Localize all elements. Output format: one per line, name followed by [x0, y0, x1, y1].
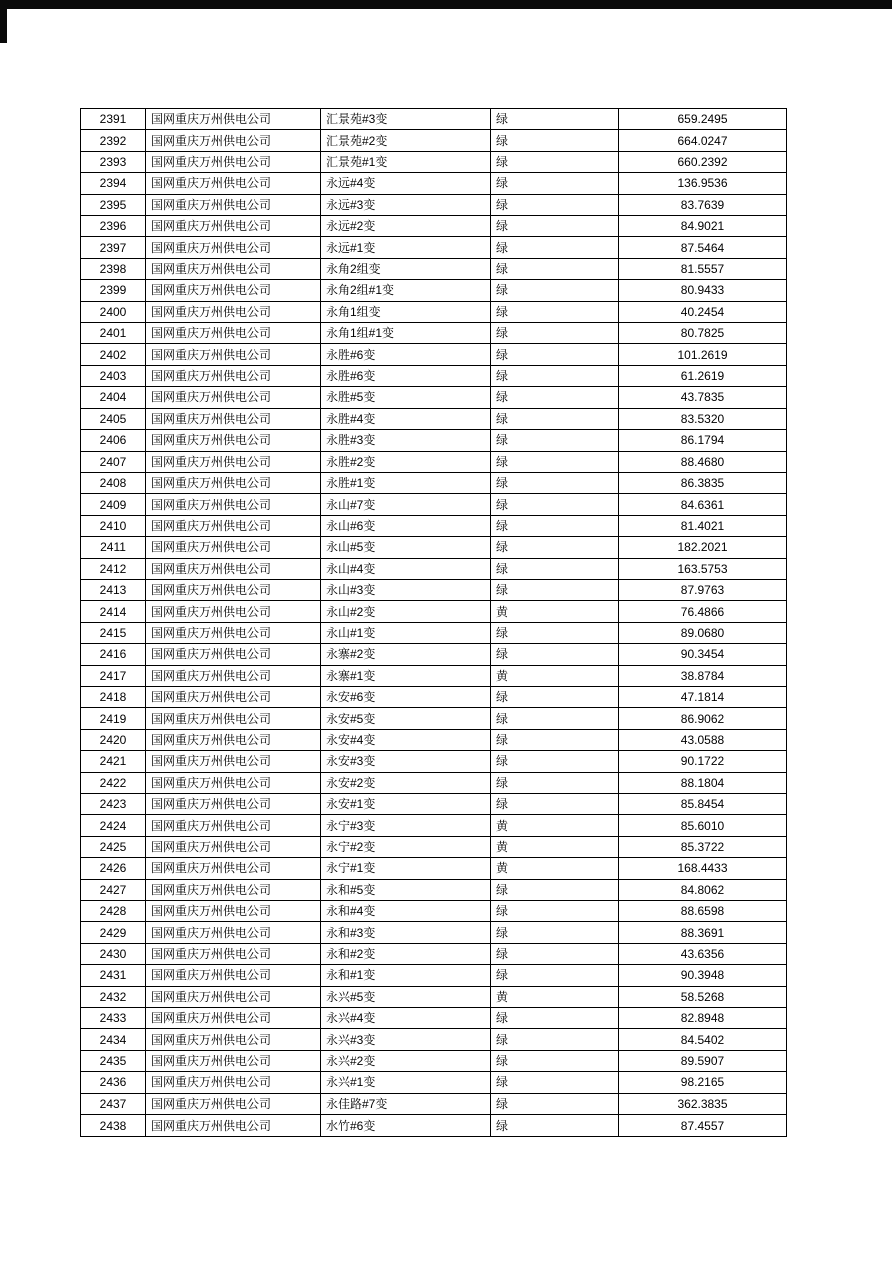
cell-station-name: 永远#4变 — [321, 173, 491, 194]
table-row — [81, 109, 787, 130]
cell-metric-value: 87.5464 — [619, 237, 787, 258]
cell-status-color: 绿 — [491, 173, 619, 194]
cell-row-id: 2391 — [81, 109, 146, 130]
cell-station-name: 永胜#6变 — [321, 344, 491, 365]
cell-station-name: 永山#2变 — [321, 601, 491, 622]
cell-status-color: 绿 — [491, 579, 619, 600]
cell-row-id: 2435 — [81, 1050, 146, 1071]
cell-station-name: 永佳路#7变 — [321, 1093, 491, 1114]
cell-row-id: 2410 — [81, 515, 146, 536]
table-row — [81, 1072, 787, 1093]
cell-metric-value: 43.6356 — [619, 943, 787, 964]
cell-metric-value: 163.5753 — [619, 558, 787, 579]
cell-metric-value: 88.1804 — [619, 772, 787, 793]
cell-metric-value: 90.3454 — [619, 644, 787, 665]
cell-company-name: 国网重庆万州供电公司 — [146, 430, 321, 451]
cell-station-name: 永胜#4变 — [321, 408, 491, 429]
cell-metric-value: 87.9763 — [619, 579, 787, 600]
cell-station-name: 永兴#5变 — [321, 986, 491, 1007]
cell-company-name: 国网重庆万州供电公司 — [146, 1008, 321, 1029]
cell-station-name: 永安#4变 — [321, 729, 491, 750]
table-row — [81, 237, 787, 258]
cell-status-color: 黄 — [491, 665, 619, 686]
cell-row-id: 2416 — [81, 644, 146, 665]
cell-row-id: 2430 — [81, 943, 146, 964]
table-row — [81, 365, 787, 386]
cell-station-name: 汇景苑#1变 — [321, 151, 491, 172]
cell-metric-value: 182.2021 — [619, 537, 787, 558]
cell-metric-value: 90.3948 — [619, 965, 787, 986]
cell-company-name: 国网重庆万州供电公司 — [146, 815, 321, 836]
cell-metric-value: 136.9536 — [619, 173, 787, 194]
cell-metric-value: 85.6010 — [619, 815, 787, 836]
cell-company-name: 国网重庆万州供电公司 — [146, 173, 321, 194]
cell-company-name: 国网重庆万州供电公司 — [146, 344, 321, 365]
cell-station-name: 永角1组变 — [321, 301, 491, 322]
table-row — [81, 173, 787, 194]
cell-company-name: 国网重庆万州供电公司 — [146, 965, 321, 986]
table-row — [81, 472, 787, 493]
cell-station-name: 永宁#1变 — [321, 858, 491, 879]
table-row — [81, 558, 787, 579]
table-row — [81, 943, 787, 964]
cell-status-color: 绿 — [491, 1115, 619, 1137]
cell-status-color: 绿 — [491, 879, 619, 900]
cell-row-id: 2415 — [81, 622, 146, 643]
table-row — [81, 922, 787, 943]
table-row — [81, 879, 787, 900]
table-row — [81, 1008, 787, 1029]
cell-metric-value: 80.7825 — [619, 323, 787, 344]
cell-metric-value: 82.8948 — [619, 1008, 787, 1029]
cell-metric-value: 83.7639 — [619, 194, 787, 215]
cell-metric-value: 88.3691 — [619, 922, 787, 943]
cell-status-color: 绿 — [491, 751, 619, 772]
cell-company-name: 国网重庆万州供电公司 — [146, 879, 321, 900]
cell-row-id: 2426 — [81, 858, 146, 879]
cell-metric-value: 86.3835 — [619, 472, 787, 493]
cell-row-id: 2392 — [81, 130, 146, 151]
cell-row-id: 2408 — [81, 472, 146, 493]
table-row — [81, 280, 787, 301]
cell-row-id: 2395 — [81, 194, 146, 215]
cell-company-name: 国网重庆万州供电公司 — [146, 1115, 321, 1137]
cell-status-color: 绿 — [491, 109, 619, 130]
cell-station-name: 永安#6变 — [321, 686, 491, 707]
table-row — [81, 1115, 787, 1137]
cell-metric-value: 168.4433 — [619, 858, 787, 879]
cell-metric-value: 61.2619 — [619, 365, 787, 386]
cell-station-name: 永和#4变 — [321, 901, 491, 922]
cell-status-color: 绿 — [491, 301, 619, 322]
cell-company-name: 国网重庆万州供电公司 — [146, 686, 321, 707]
cell-metric-value: 84.8062 — [619, 879, 787, 900]
cell-company-name: 国网重庆万州供电公司 — [146, 558, 321, 579]
cell-station-name: 汇景苑#3变 — [321, 109, 491, 130]
table-row — [81, 1093, 787, 1114]
table-row — [81, 708, 787, 729]
cell-station-name: 永远#1变 — [321, 237, 491, 258]
table-row — [81, 686, 787, 707]
table-row — [81, 751, 787, 772]
cell-metric-value: 84.9021 — [619, 216, 787, 237]
cell-metric-value: 660.2392 — [619, 151, 787, 172]
cell-status-color: 绿 — [491, 943, 619, 964]
scan-artifact-left-mark — [0, 0, 7, 43]
cell-company-name: 国网重庆万州供电公司 — [146, 408, 321, 429]
data-table — [80, 108, 787, 1137]
cell-company-name: 国网重庆万州供电公司 — [146, 922, 321, 943]
cell-row-id: 2402 — [81, 344, 146, 365]
cell-metric-value: 90.1722 — [619, 751, 787, 772]
table-row — [81, 344, 787, 365]
cell-company-name: 国网重庆万州供电公司 — [146, 1029, 321, 1050]
cell-status-color: 黄 — [491, 986, 619, 1007]
cell-station-name: 永安#2变 — [321, 772, 491, 793]
cell-metric-value: 664.0247 — [619, 130, 787, 151]
table-row — [81, 494, 787, 515]
cell-status-color: 绿 — [491, 622, 619, 643]
table-row — [81, 387, 787, 408]
cell-station-name: 永和#5变 — [321, 879, 491, 900]
cell-row-id: 2436 — [81, 1072, 146, 1093]
cell-company-name: 国网重庆万州供电公司 — [146, 622, 321, 643]
cell-row-id: 2401 — [81, 323, 146, 344]
cell-company-name: 国网重庆万州供电公司 — [146, 579, 321, 600]
cell-status-color: 绿 — [491, 1008, 619, 1029]
cell-company-name: 国网重庆万州供电公司 — [146, 151, 321, 172]
cell-row-id: 2424 — [81, 815, 146, 836]
cell-company-name: 国网重庆万州供电公司 — [146, 258, 321, 279]
table-row — [81, 216, 787, 237]
cell-station-name: 永远#2变 — [321, 216, 491, 237]
cell-status-color: 绿 — [491, 151, 619, 172]
cell-station-name: 汇景苑#2变 — [321, 130, 491, 151]
table-row — [81, 601, 787, 622]
cell-row-id: 2396 — [81, 216, 146, 237]
cell-station-name: 永山#5变 — [321, 537, 491, 558]
cell-row-id: 2428 — [81, 901, 146, 922]
cell-status-color: 黄 — [491, 858, 619, 879]
cell-metric-value: 98.2165 — [619, 1072, 787, 1093]
cell-status-color: 绿 — [491, 1050, 619, 1071]
cell-company-name: 国网重庆万州供电公司 — [146, 515, 321, 536]
cell-station-name: 永寨#2变 — [321, 644, 491, 665]
cell-status-color: 绿 — [491, 901, 619, 922]
cell-row-id: 2432 — [81, 986, 146, 1007]
cell-company-name: 国网重庆万州供电公司 — [146, 708, 321, 729]
cell-metric-value: 81.5557 — [619, 258, 787, 279]
cell-status-color: 绿 — [491, 1029, 619, 1050]
cell-row-id: 2412 — [81, 558, 146, 579]
cell-row-id: 2425 — [81, 836, 146, 857]
table-row — [81, 858, 787, 879]
cell-row-id: 2407 — [81, 451, 146, 472]
table-row — [81, 836, 787, 857]
cell-status-color: 绿 — [491, 258, 619, 279]
cell-station-name: 永胜#5变 — [321, 387, 491, 408]
cell-status-color: 绿 — [491, 965, 619, 986]
cell-row-id: 2397 — [81, 237, 146, 258]
cell-row-id: 2433 — [81, 1008, 146, 1029]
cell-station-name: 永山#4变 — [321, 558, 491, 579]
cell-row-id: 2427 — [81, 879, 146, 900]
cell-row-id: 2438 — [81, 1115, 146, 1137]
cell-station-name: 永安#1变 — [321, 794, 491, 815]
cell-company-name: 国网重庆万州供电公司 — [146, 301, 321, 322]
cell-station-name: 永山#1变 — [321, 622, 491, 643]
table-row — [81, 579, 787, 600]
cell-station-name: 永山#7变 — [321, 494, 491, 515]
cell-company-name: 国网重庆万州供电公司 — [146, 601, 321, 622]
table-row — [81, 451, 787, 472]
table-row — [81, 301, 787, 322]
cell-status-color: 绿 — [491, 1093, 619, 1114]
cell-metric-value: 86.9062 — [619, 708, 787, 729]
cell-metric-value: 40.2454 — [619, 301, 787, 322]
cell-company-name: 国网重庆万州供电公司 — [146, 1072, 321, 1093]
cell-company-name: 国网重庆万州供电公司 — [146, 323, 321, 344]
cell-row-id: 2413 — [81, 579, 146, 600]
cell-company-name: 国网重庆万州供电公司 — [146, 130, 321, 151]
cell-status-color: 绿 — [491, 922, 619, 943]
cell-company-name: 国网重庆万州供电公司 — [146, 644, 321, 665]
cell-station-name: 永远#3变 — [321, 194, 491, 215]
cell-station-name: 永宁#3变 — [321, 815, 491, 836]
table-row — [81, 644, 787, 665]
cell-row-id: 2406 — [81, 430, 146, 451]
cell-status-color: 黄 — [491, 836, 619, 857]
table-row — [81, 151, 787, 172]
cell-row-id: 2409 — [81, 494, 146, 515]
cell-station-name: 永角2组变 — [321, 258, 491, 279]
scan-artifact-top-bar — [0, 0, 892, 9]
cell-status-color: 绿 — [491, 494, 619, 515]
cell-status-color: 绿 — [491, 1072, 619, 1093]
cell-company-name: 国网重庆万州供电公司 — [146, 751, 321, 772]
cell-metric-value: 47.1814 — [619, 686, 787, 707]
cell-company-name: 国网重庆万州供电公司 — [146, 237, 321, 258]
cell-status-color: 绿 — [491, 280, 619, 301]
table-row — [81, 258, 787, 279]
cell-status-color: 绿 — [491, 708, 619, 729]
cell-status-color: 绿 — [491, 772, 619, 793]
cell-status-color: 黄 — [491, 601, 619, 622]
cell-station-name: 永角1组#1变 — [321, 323, 491, 344]
cell-company-name: 国网重庆万州供电公司 — [146, 365, 321, 386]
cell-row-id: 2437 — [81, 1093, 146, 1114]
cell-metric-value: 81.4021 — [619, 515, 787, 536]
cell-row-id: 2399 — [81, 280, 146, 301]
table-row — [81, 815, 787, 836]
cell-status-color: 绿 — [491, 323, 619, 344]
cell-status-color: 绿 — [491, 729, 619, 750]
cell-status-color: 黄 — [491, 815, 619, 836]
cell-metric-value: 89.0680 — [619, 622, 787, 643]
cell-row-id: 2411 — [81, 537, 146, 558]
cell-status-color: 绿 — [491, 537, 619, 558]
cell-company-name: 国网重庆万州供电公司 — [146, 280, 321, 301]
cell-status-color: 绿 — [491, 430, 619, 451]
table-row — [81, 986, 787, 1007]
table-row — [81, 965, 787, 986]
cell-metric-value: 38.8784 — [619, 665, 787, 686]
cell-row-id: 2419 — [81, 708, 146, 729]
table-row — [81, 665, 787, 686]
cell-row-id: 2394 — [81, 173, 146, 194]
cell-station-name: 永和#2变 — [321, 943, 491, 964]
cell-row-id: 2429 — [81, 922, 146, 943]
cell-company-name: 国网重庆万州供电公司 — [146, 836, 321, 857]
cell-status-color: 绿 — [491, 558, 619, 579]
cell-company-name: 国网重庆万州供电公司 — [146, 943, 321, 964]
cell-metric-value: 43.0588 — [619, 729, 787, 750]
cell-station-name: 永兴#3变 — [321, 1029, 491, 1050]
cell-row-id: 2422 — [81, 772, 146, 793]
cell-station-name: 永兴#1变 — [321, 1072, 491, 1093]
cell-metric-value: 84.6361 — [619, 494, 787, 515]
cell-station-name: 永胜#2变 — [321, 451, 491, 472]
cell-metric-value: 87.4557 — [619, 1115, 787, 1137]
cell-status-color: 绿 — [491, 644, 619, 665]
cell-row-id: 2403 — [81, 365, 146, 386]
cell-row-id: 2421 — [81, 751, 146, 772]
cell-status-color: 绿 — [491, 686, 619, 707]
cell-status-color: 绿 — [491, 237, 619, 258]
cell-row-id: 2423 — [81, 794, 146, 815]
cell-station-name: 永安#5变 — [321, 708, 491, 729]
cell-metric-value: 84.5402 — [619, 1029, 787, 1050]
table-row — [81, 537, 787, 558]
table-row — [81, 901, 787, 922]
table-row — [81, 772, 787, 793]
cell-row-id: 2417 — [81, 665, 146, 686]
cell-row-id: 2418 — [81, 686, 146, 707]
cell-station-name: 永宁#2变 — [321, 836, 491, 857]
cell-station-name: 永寨#1变 — [321, 665, 491, 686]
cell-company-name: 国网重庆万州供电公司 — [146, 901, 321, 922]
cell-company-name: 国网重庆万州供电公司 — [146, 794, 321, 815]
cell-status-color: 绿 — [491, 387, 619, 408]
cell-company-name: 国网重庆万州供电公司 — [146, 216, 321, 237]
cell-metric-value: 76.4866 — [619, 601, 787, 622]
cell-status-color: 绿 — [491, 344, 619, 365]
cell-company-name: 国网重庆万州供电公司 — [146, 387, 321, 408]
cell-metric-value: 362.3835 — [619, 1093, 787, 1114]
cell-status-color: 绿 — [491, 365, 619, 386]
cell-metric-value: 85.3722 — [619, 836, 787, 857]
cell-metric-value: 83.5320 — [619, 408, 787, 429]
cell-company-name: 国网重庆万州供电公司 — [146, 986, 321, 1007]
cell-status-color: 绿 — [491, 130, 619, 151]
cell-station-name: 永和#3变 — [321, 922, 491, 943]
cell-status-color: 绿 — [491, 515, 619, 536]
cell-status-color: 绿 — [491, 194, 619, 215]
cell-station-name: 永安#3变 — [321, 751, 491, 772]
cell-station-name: 永山#6变 — [321, 515, 491, 536]
cell-company-name: 国网重庆万州供电公司 — [146, 729, 321, 750]
cell-station-name: 永胜#3变 — [321, 430, 491, 451]
cell-status-color: 绿 — [491, 408, 619, 429]
table-row — [81, 729, 787, 750]
cell-row-id: 2420 — [81, 729, 146, 750]
cell-metric-value: 88.4680 — [619, 451, 787, 472]
cell-station-name: 永和#1变 — [321, 965, 491, 986]
cell-company-name: 国网重庆万州供电公司 — [146, 1093, 321, 1114]
cell-status-color: 绿 — [491, 451, 619, 472]
cell-row-id: 2400 — [81, 301, 146, 322]
table-row — [81, 323, 787, 344]
cell-company-name: 国网重庆万州供电公司 — [146, 1050, 321, 1071]
table-row — [81, 194, 787, 215]
cell-company-name: 国网重庆万州供电公司 — [146, 494, 321, 515]
table-row — [81, 1029, 787, 1050]
cell-row-id: 2431 — [81, 965, 146, 986]
cell-row-id: 2434 — [81, 1029, 146, 1050]
cell-station-name: 永胜#6变 — [321, 365, 491, 386]
table-row — [81, 430, 787, 451]
cell-station-name: 永胜#1变 — [321, 472, 491, 493]
table-row — [81, 794, 787, 815]
table-row — [81, 130, 787, 151]
cell-row-id: 2414 — [81, 601, 146, 622]
cell-station-name: 永山#3变 — [321, 579, 491, 600]
cell-status-color: 绿 — [491, 216, 619, 237]
cell-metric-value: 88.6598 — [619, 901, 787, 922]
cell-station-name: 永兴#4变 — [321, 1008, 491, 1029]
cell-metric-value: 80.9433 — [619, 280, 787, 301]
cell-station-name: 水竹#6变 — [321, 1115, 491, 1137]
cell-station-name: 永兴#2变 — [321, 1050, 491, 1071]
cell-company-name: 国网重庆万州供电公司 — [146, 772, 321, 793]
cell-company-name: 国网重庆万州供电公司 — [146, 537, 321, 558]
cell-status-color: 绿 — [491, 794, 619, 815]
cell-metric-value: 101.2619 — [619, 344, 787, 365]
table-row — [81, 1050, 787, 1071]
cell-row-id: 2405 — [81, 408, 146, 429]
cell-status-color: 绿 — [491, 472, 619, 493]
table-row — [81, 515, 787, 536]
cell-company-name: 国网重庆万州供电公司 — [146, 451, 321, 472]
cell-row-id: 2393 — [81, 151, 146, 172]
cell-company-name: 国网重庆万州供电公司 — [146, 109, 321, 130]
table-body — [81, 109, 787, 1137]
table-row — [81, 408, 787, 429]
cell-metric-value: 43.7835 — [619, 387, 787, 408]
cell-company-name: 国网重庆万州供电公司 — [146, 194, 321, 215]
cell-company-name: 国网重庆万州供电公司 — [146, 472, 321, 493]
cell-company-name: 国网重庆万州供电公司 — [146, 665, 321, 686]
cell-metric-value: 86.1794 — [619, 430, 787, 451]
cell-company-name: 国网重庆万州供电公司 — [146, 858, 321, 879]
cell-metric-value: 85.8454 — [619, 794, 787, 815]
cell-metric-value: 58.5268 — [619, 986, 787, 1007]
cell-row-id: 2398 — [81, 258, 146, 279]
cell-station-name: 永角2组#1变 — [321, 280, 491, 301]
table-row — [81, 622, 787, 643]
cell-row-id: 2404 — [81, 387, 146, 408]
cell-metric-value: 89.5907 — [619, 1050, 787, 1071]
cell-metric-value: 659.2495 — [619, 109, 787, 130]
